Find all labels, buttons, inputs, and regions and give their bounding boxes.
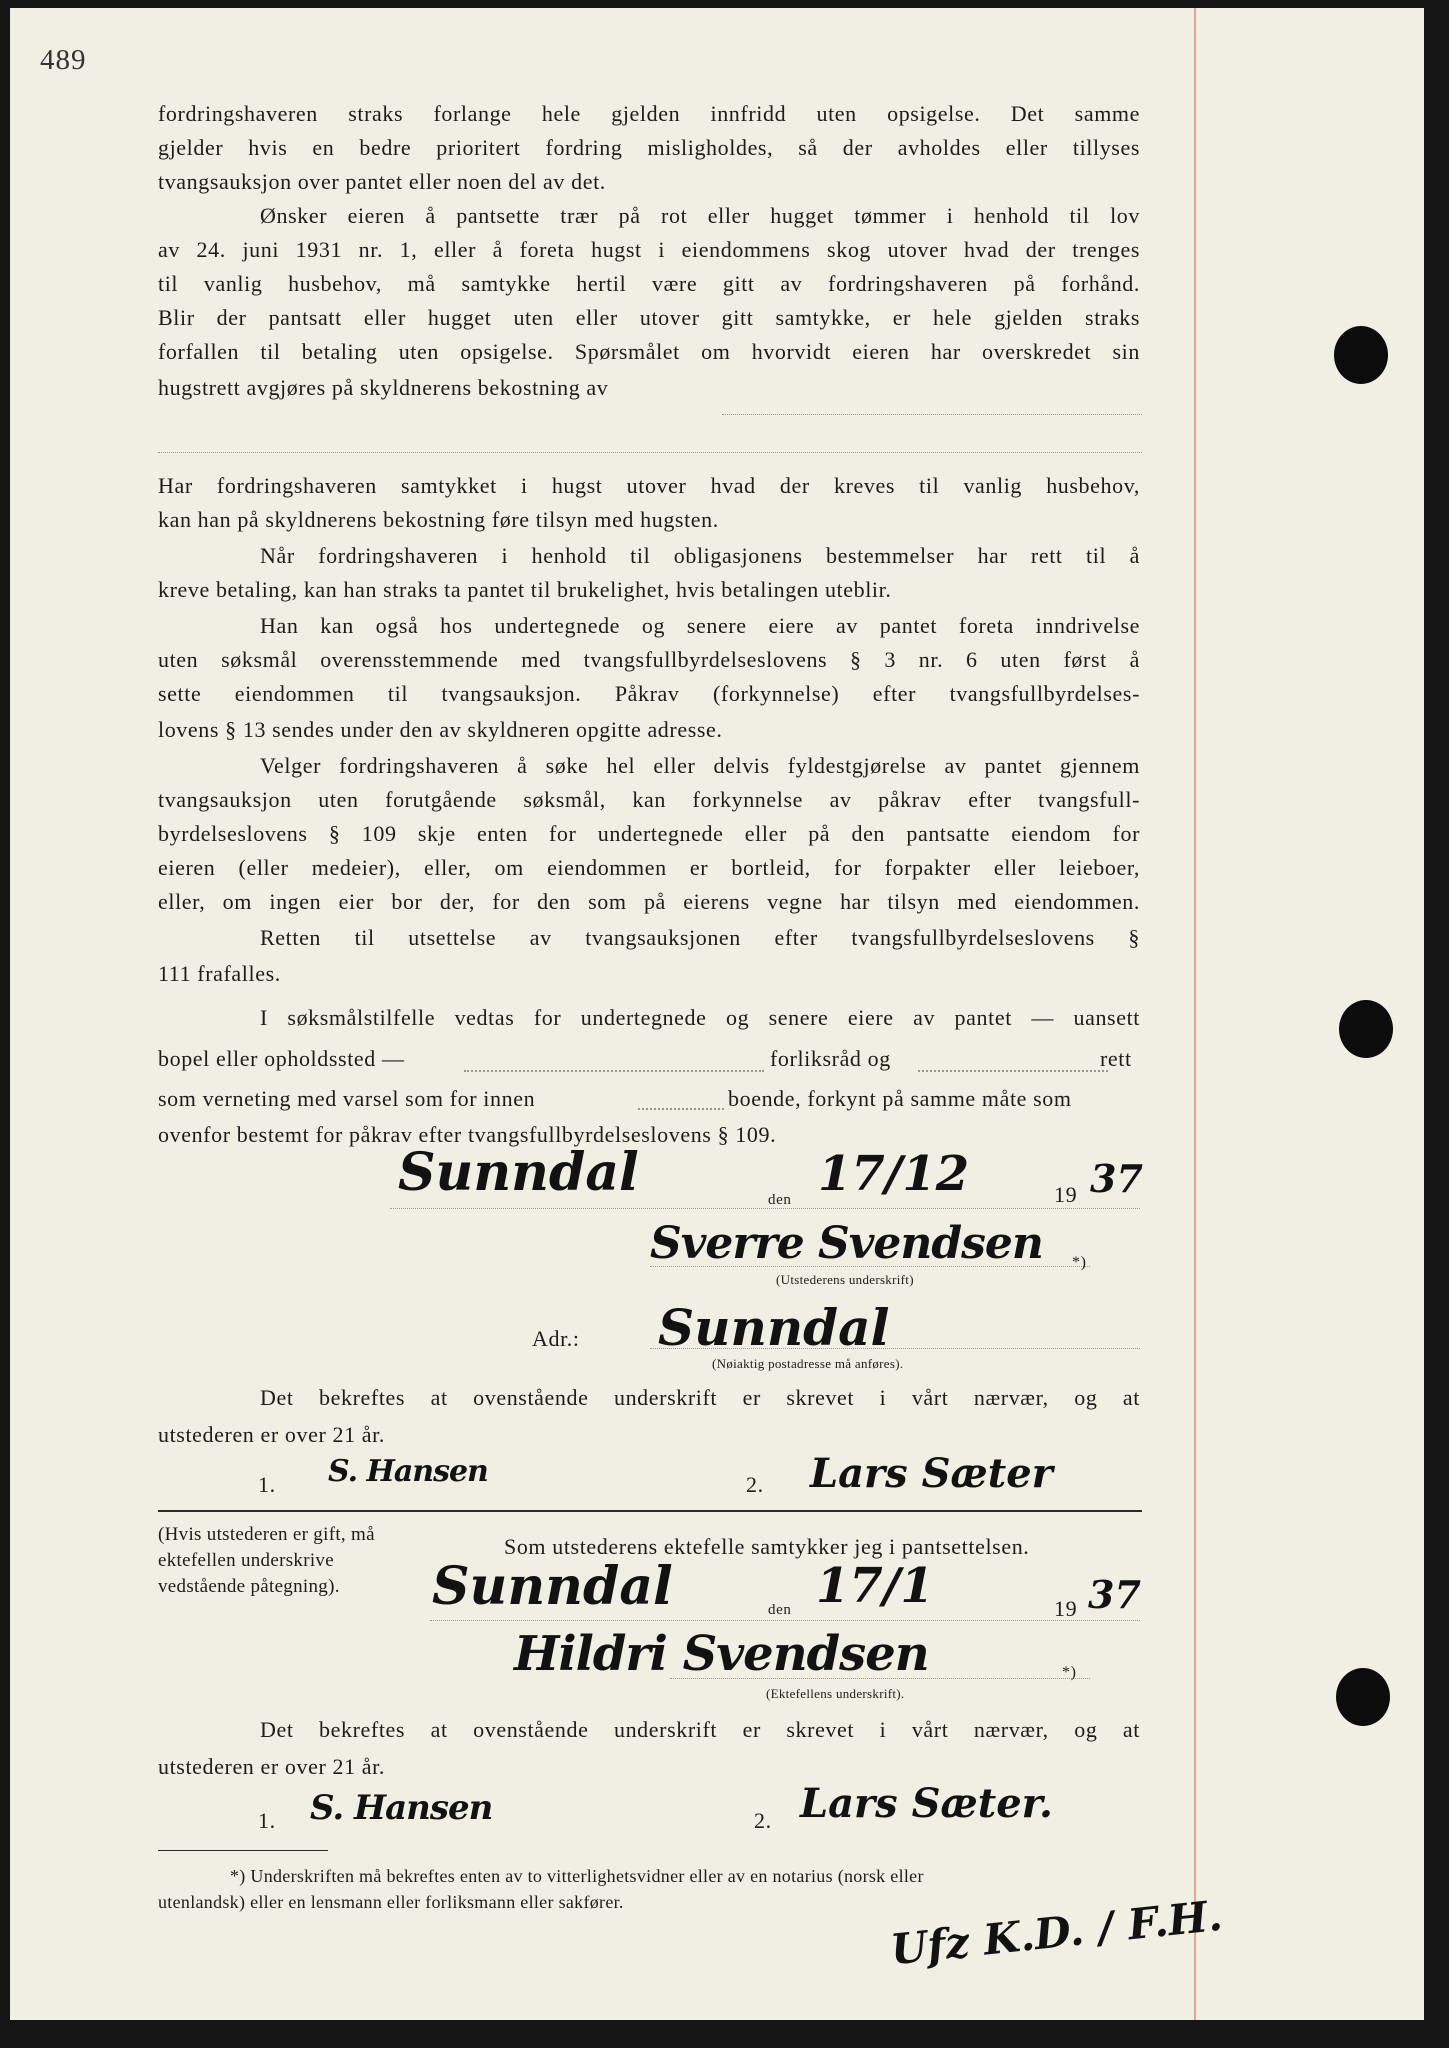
date-line (430, 1620, 1140, 1621)
punch-hole (1334, 326, 1388, 384)
witness-signature: Lars Sæter (810, 1450, 1053, 1497)
body-line: kan han på skyldnerens bekostning føre tilsyn med hugsten. (158, 507, 719, 532)
witness-number: 1. (258, 1808, 276, 1833)
signature-caption: (Ektefellens underskrift). (766, 1686, 905, 1701)
body-line: tvangsauksjon uten forutgående søksmål, kan forkynnelse av påkrav efter tvangsfull- (158, 787, 1140, 812)
body-line: Har fordringshaveren samtykket i hugst utover hvad der kreves til vanlig husbehov, (158, 473, 1140, 498)
handwritten-date: 17/1 (816, 1558, 934, 1614)
body-line: sette eiendommen til tvangsauksjon. Påkrav (forkynnelse) efter tvangsfullbyrdelses- (158, 681, 1140, 706)
handwritten-address: Sunndal (658, 1298, 890, 1357)
red-margin-line (1194, 8, 1196, 2020)
forliksrad-text: forliksråd og (770, 1046, 891, 1071)
year-prefix: 19 (1054, 1182, 1078, 1207)
fill-in-line (158, 452, 1142, 453)
boende-text: boende, forkynt på samme måte som (728, 1086, 1072, 1111)
den-label: den (768, 1602, 792, 1618)
fill-in-line (722, 414, 1142, 415)
witness-number: 1. (258, 1472, 276, 1497)
body-line: Han kan også hos undertegnede og senere eiere av pantet foreta inndrivelse (260, 613, 1140, 638)
handwritten-place: Sunndal (398, 1142, 639, 1203)
body-line: Blir der pantsatt eller hugget uten eller utover gitt samtykke, er hele gjelden straks (158, 305, 1140, 330)
body-line: Retten til utsettelse av tvangsauksjonen efter tvangsfullbyrdelseslovens § (260, 925, 1140, 950)
footnote-marker: *) (1072, 1254, 1087, 1271)
confirm-text: Det bekreftes at ovenstående underskrift er skrevet i vårt nærvær, og at (260, 1385, 1140, 1410)
punch-hole (1339, 1000, 1393, 1058)
body-line: tvangsauksjon over pantet eller noen del av det. (158, 169, 606, 194)
witness-number: 2. (746, 1472, 764, 1497)
address-caption: (Nøiaktig postadresse må anføres). (712, 1356, 904, 1371)
spouse-side-note: (Hvis utstederen er gift, må ektefellen underskrive vedstående påtegning). (158, 1524, 375, 1597)
body-line: av 24. juni 1931 nr. 1, eller å foreta hugst i eiendommens skog utover hvad der trenges (158, 237, 1140, 262)
handwritten-signature: Hildri Svendsen (514, 1626, 929, 1682)
verneting-text: som verneting med varsel som for innen (158, 1086, 536, 1111)
witness-signature: S. Hansen (328, 1454, 488, 1489)
handwritten-place: Sunndal (432, 1556, 673, 1617)
punch-hole (1336, 1668, 1390, 1726)
fill-in-line (918, 1070, 1108, 1072)
confirm-text: Det bekreftes at ovenstående underskrift er skrevet i vårt nærvær, og at (260, 1717, 1140, 1742)
footnote-text: utenlandsk) eller en lensmann eller forliksmann eller sakfører. (158, 1892, 624, 1912)
body-line: 111 frafalles. (158, 961, 281, 986)
clerk-handwritten-note: Ufz K.D. / F.H. (888, 1890, 1225, 1975)
confirm-text: utstederen er over 21 år. (158, 1754, 385, 1779)
fill-in-line (464, 1070, 764, 1072)
footnote-rule (158, 1850, 328, 1851)
den-label: den (768, 1192, 792, 1208)
body-line: forfallen til betaling uten opsigelse. Spørsmålet om hvorvidt eieren har overskredet sin (158, 339, 1140, 364)
document-page (10, 8, 1424, 2020)
body-line: uten søksmål overensstemmende med tvangsfullbyrdelseslovens § 3 nr. 6 uten først å (158, 647, 1140, 672)
rett-text: rett (1100, 1046, 1132, 1071)
footnote-text: *) Underskriften må bekreftes enten av to vitterlighetsvidner eller av en notarius (norsk eller (230, 1866, 924, 1886)
date-line (390, 1208, 1140, 1209)
body-line: eller, om ingen eier bor der, for den som på eierens vegne har tilsyn med eiendommen. (158, 889, 1140, 914)
bopel-text: bopel eller opholdssted — (158, 1046, 405, 1071)
witness-signature: S. Hansen (310, 1788, 493, 1828)
handwritten-year: 37 (1090, 1156, 1143, 1201)
handwritten-signature: Sverre Svendsen (650, 1218, 1043, 1269)
body-line: fordringshaveren straks forlange hele gjelden innfridd uten opsigelse. Det samme (158, 101, 1140, 126)
confirm-text: utstederen er over 21 år. (158, 1422, 385, 1447)
body-line: til vanlig husbehov, må samtykke hertil være gitt av fordringshaveren på forhånd. (158, 271, 1140, 296)
year-prefix: 19 (1054, 1596, 1078, 1621)
body-line: eieren (eller medeier), eller, om eiendommen er bortleid, for forpakter eller leieboer, (158, 855, 1140, 880)
body-line: I søksmålstilfelle vedtas for undertegnede og senere eiere av pantet — uansett (260, 1005, 1140, 1030)
page-number: 489 (40, 44, 87, 76)
address-label: Adr.: (532, 1326, 580, 1351)
witness-signature: Lars Sæter. (800, 1780, 1053, 1827)
body-line: lovens § 13 sendes under den av skyldneren opgitte adresse. (158, 717, 723, 742)
body-line: hugstrett avgjøres på skyldnerens bekostning av (158, 375, 609, 400)
body-line: Ønsker eieren å pantsette trær på rot eller hugget tømmer i henhold til lov (260, 203, 1140, 228)
body-line: Når fordringshaveren i henhold til obligasjonens bestemmelser har rett til å (260, 543, 1140, 568)
section-divider (158, 1510, 1142, 1512)
body-line: gjelder hvis en bedre prioritert fordring misligholdes, så der avholdes eller tillyses (158, 135, 1140, 160)
spouse-consent-text: Som utstederens ektefelle samtykker jeg i pantsettelsen. (504, 1534, 1030, 1559)
signature-caption: (Utstederens underskrift) (776, 1272, 914, 1287)
body-line: Velger fordringshaveren å søke hel eller delvis fyldestgjørelse av pantet gjennem (260, 753, 1140, 778)
body-line: kreve betaling, kan han straks ta pantet til brukelighet, hvis betalingen uteblir. (158, 577, 892, 602)
body-line: byrdelseslovens § 109 skje enten for undertegnede eller på den pantsatte eiendom for (158, 821, 1140, 846)
handwritten-date: 17/12 (818, 1146, 970, 1202)
fill-in-line (638, 1108, 724, 1110)
handwritten-year: 37 (1088, 1572, 1141, 1617)
footnote-marker: *) (1062, 1664, 1077, 1681)
ovenfor-text: ovenfor bestemt for påkrav efter tvangsfullbyrdelseslovens § 109. (158, 1122, 777, 1147)
witness-number: 2. (754, 1808, 772, 1833)
